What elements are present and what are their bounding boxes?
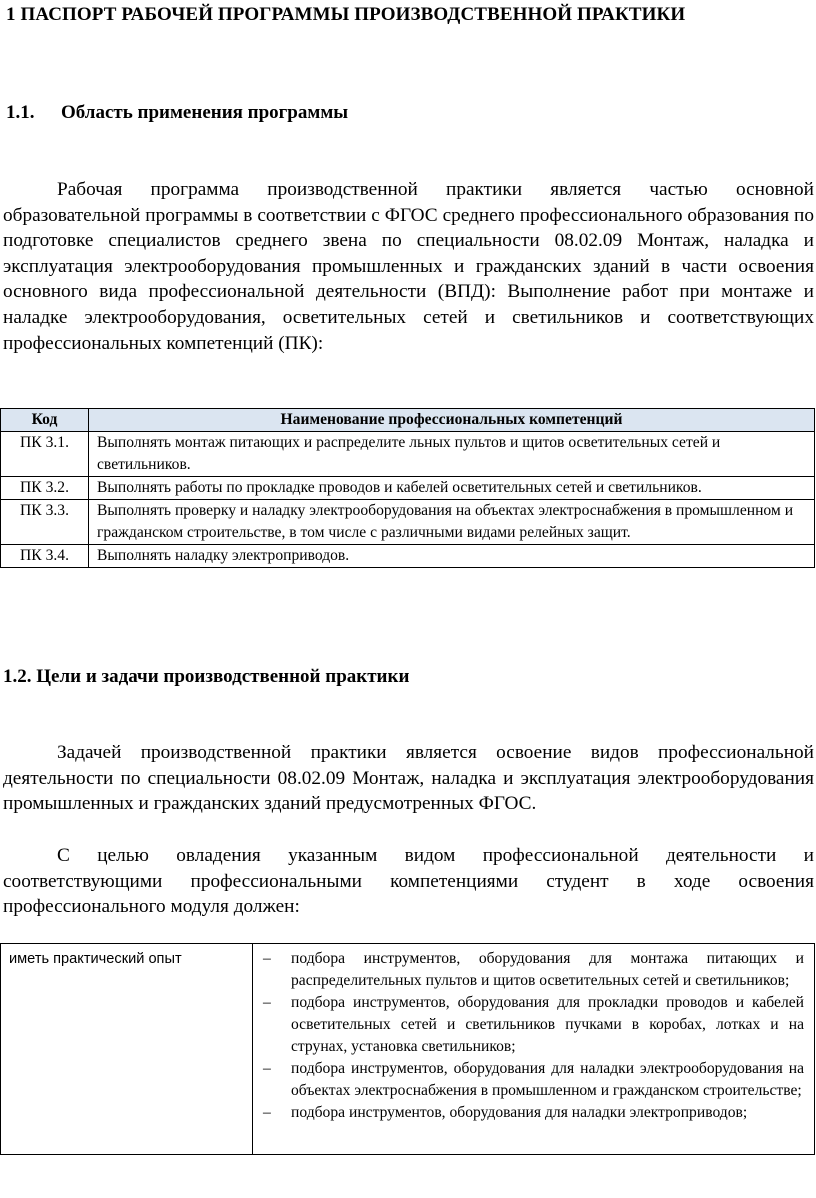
goals-paragraph: Задачей производственной практики является освоение видов профессиональной деятельности по специальности 08.02.09 Монтаж, наладка и эксплуатация электрооборудования промышленных и гражданских зданий предусмотренных ФГОС. [3,742,814,815]
table-row [1,432,815,477]
table-row [1,545,815,568]
practical-experience-table [0,943,815,1155]
competency-name: Выполнять проверку и наладку электрооборудования на объектах электроснабжения в промышленном и гражданском строительстве, в том числе с различными видами релейных защит. [89,500,815,545]
dash-bullet: – [263,950,271,967]
competency-code: ПК 3.2. [1,477,89,500]
table-row [1,477,815,500]
competency-code: ПК 3.1. [1,432,89,477]
dash-bullet: – [263,1104,271,1121]
header-code: Код [1,409,89,432]
list-item-text: подбора инструментов, оборудования для наладки электрооборудования на объектах электроснабжения в промышленном и гражданском строительстве; [291,1060,804,1099]
experience-items-cell [253,944,815,1155]
table-row [1,500,815,545]
section-heading-1-1 [6,102,348,124]
modules-paragraph: С целью овладения указанным видом профессиональной деятельности и соответствующими профессиональными компетенциями студент в ходе освоения профессионального модуля должен: [3,845,814,918]
list-item [263,948,804,992]
table-header-row [1,409,815,432]
experience-list [263,948,804,1124]
section-title: Область применения программы [61,102,349,123]
scope-paragraph: Рабочая программа производственной практики является частью основной образовательной программы в соответствии с ФГОС среднего профессионального образования по подготовке специалистов среднего звена по специальности 08.02.09 Монтаж, наладка и эксплуатация электрооборудования промышленных и гражданских зданий в части освоения основного вида профессиональной деятельности (ВПД): Выполнение работ при монтаже и наладке электрооборудования, осветительных сетей и светильников и соответствующих профессиональных компетенций (ПК): [3,179,814,354]
experience-label: иметь практический опыт [1,944,253,1155]
section-number: 1.1. [6,102,35,123]
competency-name: Выполнять работы по прокладке проводов и кабелей осветительных сетей и светильников. [89,477,815,500]
section-heading-1-2: 1.2. Цели и задачи производственной практики [3,666,410,687]
competency-code: ПК 3.3. [1,500,89,545]
list-item [263,1058,804,1102]
page-title: 1 ПАСПОРТ РАБОЧЕЙ ПРОГРАММЫ ПРОИЗВОДСТВЕННОЙ ПРАКТИКИ [6,4,686,25]
list-item-text: подбора инструментов, оборудования для монтажа питающих и распределительных пультов и щитов осветительных сетей и светильников; [291,950,804,989]
list-item-text: подбора инструментов, оборудования для наладки электроприводов; [291,1104,748,1121]
header-name: Наименование профессиональных компетенций [89,409,815,432]
list-item [263,992,804,1058]
dash-bullet: – [263,994,271,1011]
list-item-text: подбора инструментов, оборудования для прокладки проводов и кабелей осветительных сетей и светильников пучками в коробах, лотках и на струнах, установка светильников; [291,994,804,1055]
table-row [1,944,815,1155]
list-item [263,1102,804,1124]
competency-name: Выполнять наладку электроприводов. [89,545,815,568]
competency-name: Выполнять монтаж питающих и распределите льных пультов и щитов осветительных сетей и светильников. [89,432,815,477]
competencies-table [0,408,815,568]
dash-bullet: – [263,1060,271,1077]
competency-code: ПК 3.4. [1,545,89,568]
